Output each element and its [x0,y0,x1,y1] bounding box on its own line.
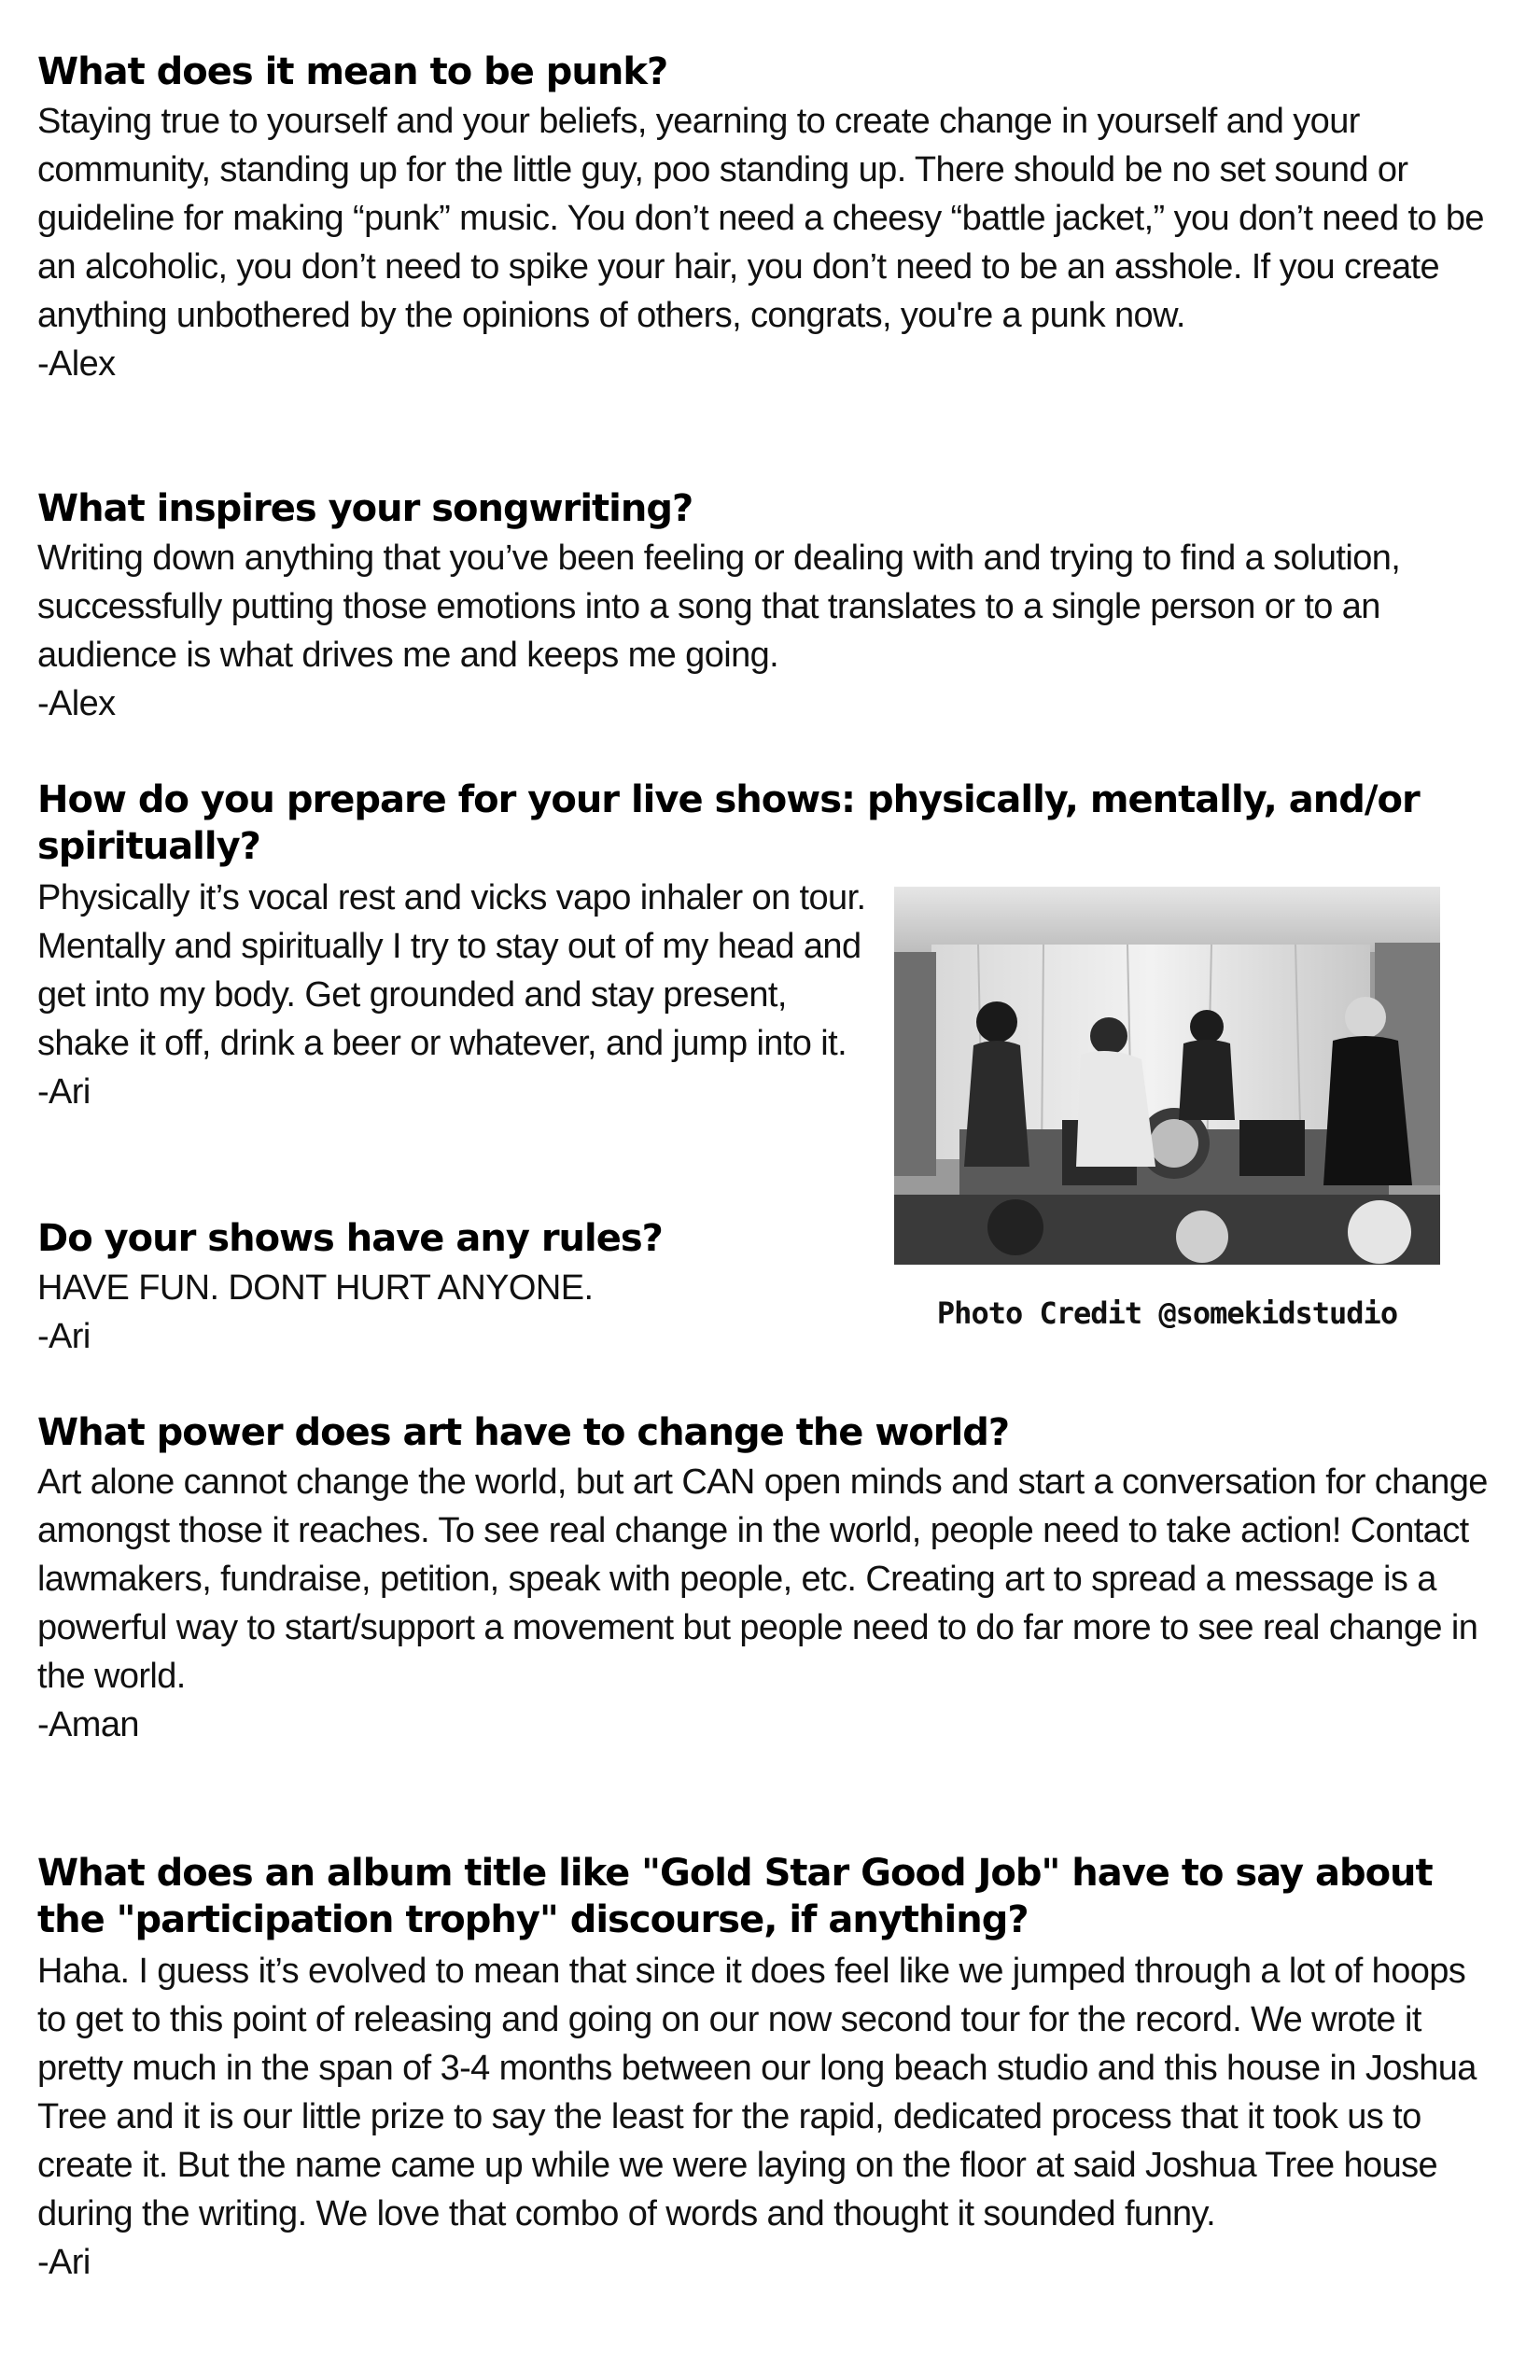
answer-show-rules [37,1264,868,1361]
answer-text: Writing down anything that you’ve been feeling or dealing with and trying to find a solution, successfully putting those emotions into a song that translates to a single person or to an audience is what drives me and keeps me going. [37,539,1401,675]
answer-text: Art alone cannot change the world, but art CAN open minds and start a conversation for change amongst those it reaches. To see real change in the world, people need to take action! Contact lawmakers, fundraise, petition, speak with people, etc. Creating art to spread a message is a powerful way to start/support a movement but people need to do far more to see real change in the world. [37,1463,1488,1696]
answer-art-power [37,1458,1503,1749]
answer-text: Staying true to yourself and your beliefs, yearning to create change in yourself and your community, standing up for the little guy, poo standing up. There should be no set sound or guideline for making “punk” music. You don’t need a cheesy “battle jacket,” you don’t need to be an alcoholic, you don’t need to spike your hair, you don’t need to be an asshole. If you create anything unbothered by the opinions of others, congrats, you're a punk now. [37,102,1484,335]
question-album-title: What does an album title like "Gold Star Good Job" have to say about the "participation trophy" discourse, if anything? [37,1852,1433,1941]
question-art-power: What power does art have to change the world? [37,1411,1010,1454]
answer-songwriting [37,534,1503,728]
answer-author: -Ari [37,2243,91,2282]
answer-text: Physically it’s vocal rest and vicks vapo inhaler on tour. Mentally and spiritually I try to stay out of my head and get into my body. Get grounded and stay present, shake it off, drink a beer or whatever, and jump into it. [37,878,866,1063]
answer-author: -Alex [37,344,116,384]
answer-author: -Aman [37,1705,139,1744]
answer-album-title [37,1947,1503,2287]
question-show-rules: Do your shows have any rules? [37,1217,663,1260]
answer-author: -Ari [37,1072,91,1112]
question-songwriting: What inspires your songwriting? [37,487,693,530]
question-live-shows: How do you prepare for your live shows: physically, mentally, and/or spiritually? [37,778,1420,868]
question-punk: What does it mean to be punk? [37,50,668,93]
photo-illustration [894,887,1440,1265]
photo-credit: Photo Credit @somekidstudio [936,1295,1398,1331]
answer-live-shows [37,874,868,1116]
band-live-photo [894,887,1440,1265]
answer-author: -Alex [37,684,116,723]
answer-punk [37,97,1503,388]
answer-author: -Ari [37,1317,91,1356]
answer-text: HAVE FUN. DONT HURT ANYONE. [37,1268,594,1308]
answer-text: Haha. I guess it’s evolved to mean that since it does feel like we jumped through a lot of hoops to get to this point of releasing and going on our now second tour for the record. We wrote it pretty much in the span of 3-4 months between our long beach studio and this house in Joshua Tree and it is our little prize to say the least for the rapid, dedicated process that it took us to create it. But the name came up while we were laying on the floor at said Joshua Tree house during the writing. We love that combo of words and thought it sounded funny. [37,1952,1477,2233]
